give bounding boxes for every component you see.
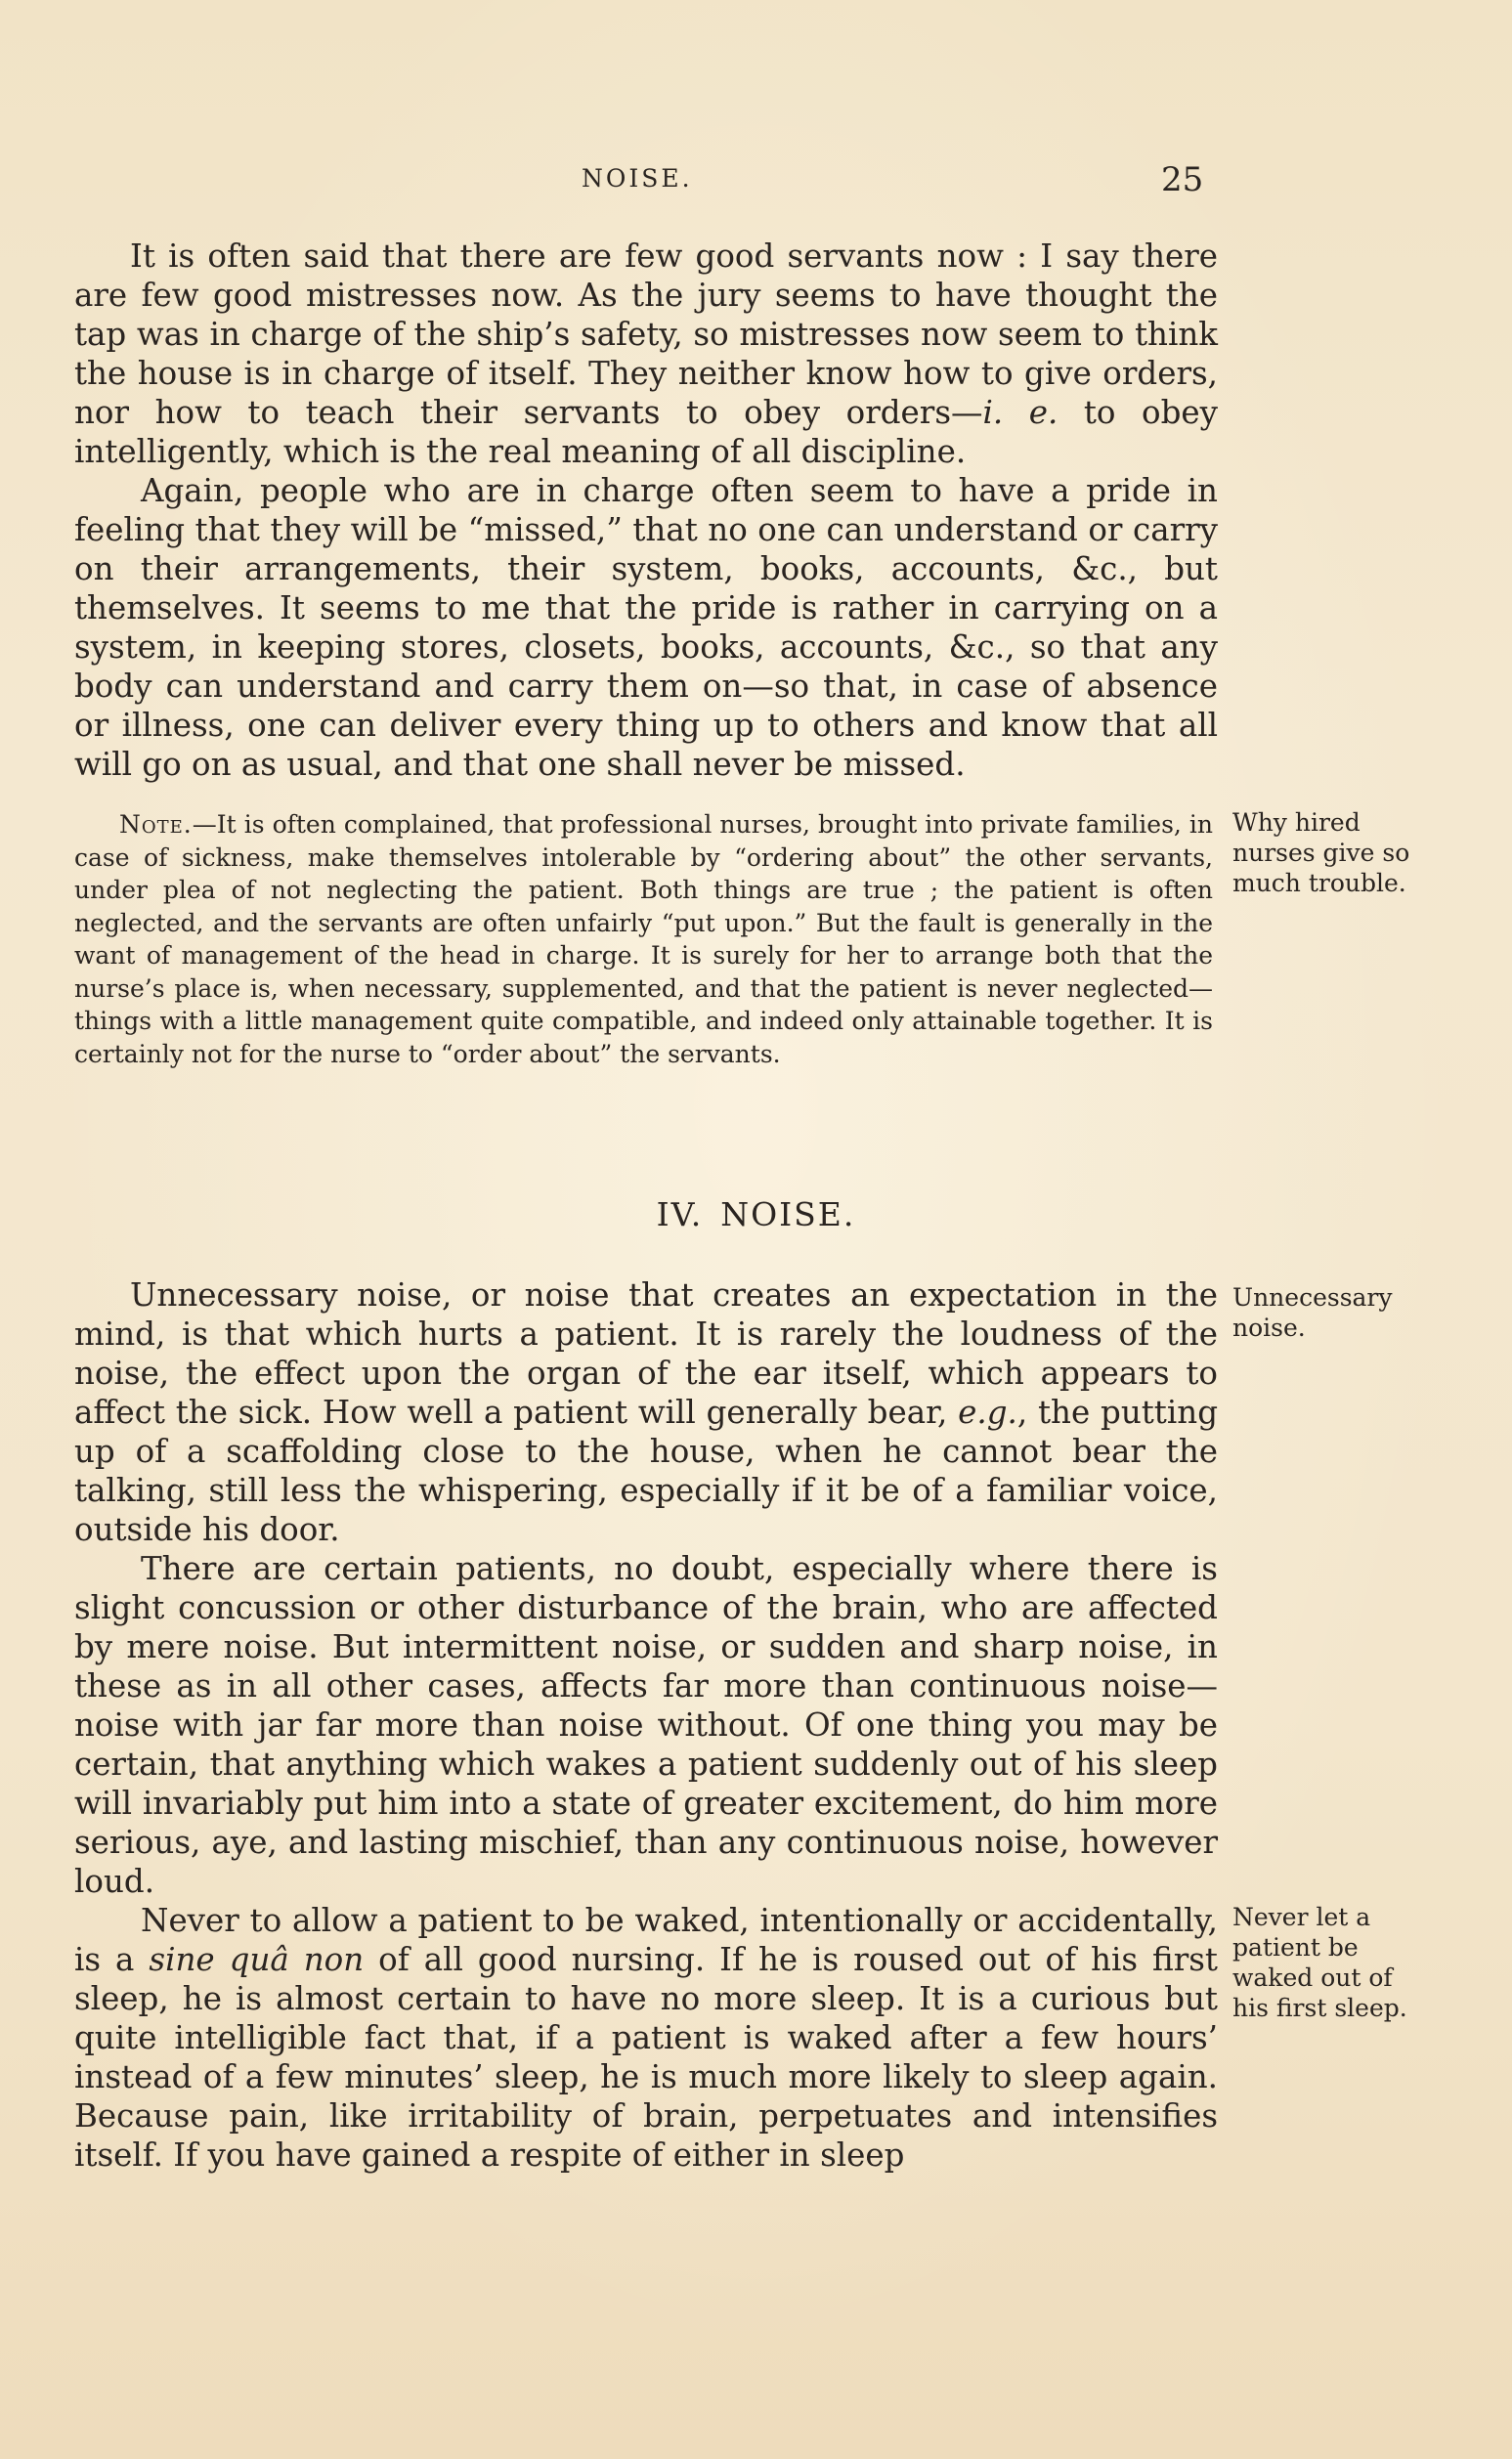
marginal-note-never-waked (1232, 1902, 1467, 2023)
marginal-note-line: his first sleep. (1232, 1994, 1407, 2022)
paragraph-mistresses (74, 237, 1218, 471)
paragraph-text: of all good nursing. If he is roused out of his first sleep, he is almost certain to have no more sleep. It is a curious but quite intelligible fact that, if a patient is waked after a few hours’ instead of a few minutes’ sleep, he is much more likely to sleep again. Because pain, like irritability of brain, perpetuates and intensifies itself. If you have gained a respite of either in sleep (74, 1941, 1218, 2174)
marginal-note-line: Unnecessary (1232, 1283, 1393, 1312)
paragraph-text: Unnecessary noise, or noise that creates an expectation in the mind, is that which hurts a patient. It is rarely the loudness of the noise, the effect upon the organ of the ear itself, which appears to affect the sick. How well a patient will generally bear, (74, 1276, 1218, 1431)
marginal-note-line: noise. (1232, 1314, 1306, 1342)
note-label: Note. (119, 810, 193, 839)
italic-eg: e.g. (958, 1394, 1017, 1431)
marginal-note-line: nurses give so (1232, 839, 1410, 867)
paragraph-unnecessary-noise (74, 1275, 1218, 1549)
marginal-note-unnecessary-noise (1232, 1282, 1467, 1343)
section-title: NOISE. (720, 1195, 856, 1233)
footnote (74, 808, 1213, 1070)
marginal-note-hired-nurses (1232, 807, 1467, 898)
marginal-note-line: Never let a (1232, 1903, 1371, 1931)
marginal-note-line: much trouble. (1232, 869, 1406, 897)
body-text-noise (74, 1275, 1218, 2175)
marginal-note-line: Why hired (1232, 808, 1361, 837)
running-head: NOISE. (582, 164, 693, 193)
paragraph-certain-patients: There are certain patients, no doubt, especially where there is slight concussion or other disturbance of the brain, who are affected by mere noise. But intermittent noise, or sudden and sharp noise, in these as in all other cases, affects far more than continuous noise—noise with jar far more than noise without. Of one thing you may be certain, that anything which wakes a patient suddenly out of his sleep will invariably put him into a state of greater excitement, do him more serious, aye, and lasting mischief, than any continuous noise, however loud. (74, 1550, 1218, 1900)
note-text: —It is often complained, that professional nurses, brought into private families, in case of sickness, make themselves intolerable by “ordering about” the other servants, under plea of not neglecting the patient. Both things are true ; the patient is often neglected, and the servants are often unfairly “put upon.” But the fault is generally in the want of management of the head in charge. It is surely for her to arrange both that the nurse’s place is, when necessary, supplemented, and that the patient is never neglected—things with a little management quite compatible, and indeed only attainable together. It is certainly not for the nurse to “order about” the servants. (74, 810, 1213, 1068)
paragraph-missed: Again, people who are in charge often seem to have a pride in feeling that they will be “missed,” that no one can understand or carry on their arrangements, their system, books, accounts, &c., but themselves. It seems to me that the pride is rather in carrying on a system, in keeping stores, closets, books, accounts, &c., so that any body can understand and carry them on—so that, in case of absence or illness, one can deliver every thing up to others and know that all will go on as usual, and that one shall never be missed. (74, 472, 1218, 783)
body-text-top (74, 237, 1218, 784)
paragraph-mistresses-text: It is often said that there are few good servants now : I say there are few good mistresses now. As the jury seems to have thought the tap was in charge of the ship’s safety, so mistresses now seem to think the house is in charge of itself. They neither know how to give orders, nor how to teach their servants to obey orders— (74, 237, 1218, 431)
paragraph-text: , the putting up of a scaffolding close to the house, when he cannot bear the talking, still less the whispering, especially if it be of a familiar voice, outside his door. (74, 1394, 1218, 1548)
page-number: 25 (1161, 160, 1204, 199)
italic-ie: i. e. (982, 394, 1058, 431)
marginal-note-line: waked out of (1232, 1963, 1393, 1992)
section-heading (0, 1195, 1512, 1233)
section-number: IV. (656, 1195, 704, 1233)
paragraph-mistresses-tail: to obey intelligently, which is the real meaning of all discipline. (74, 394, 1218, 470)
italic-sine-qua-non: sine quâ non (149, 1941, 365, 1978)
paragraph-text: Never to allow a patient to be waked, intentionally or accidentally, is a (74, 1902, 1218, 1978)
marginal-note-line: patient be (1232, 1933, 1359, 1962)
paragraph-never-waked (74, 1901, 1218, 2175)
